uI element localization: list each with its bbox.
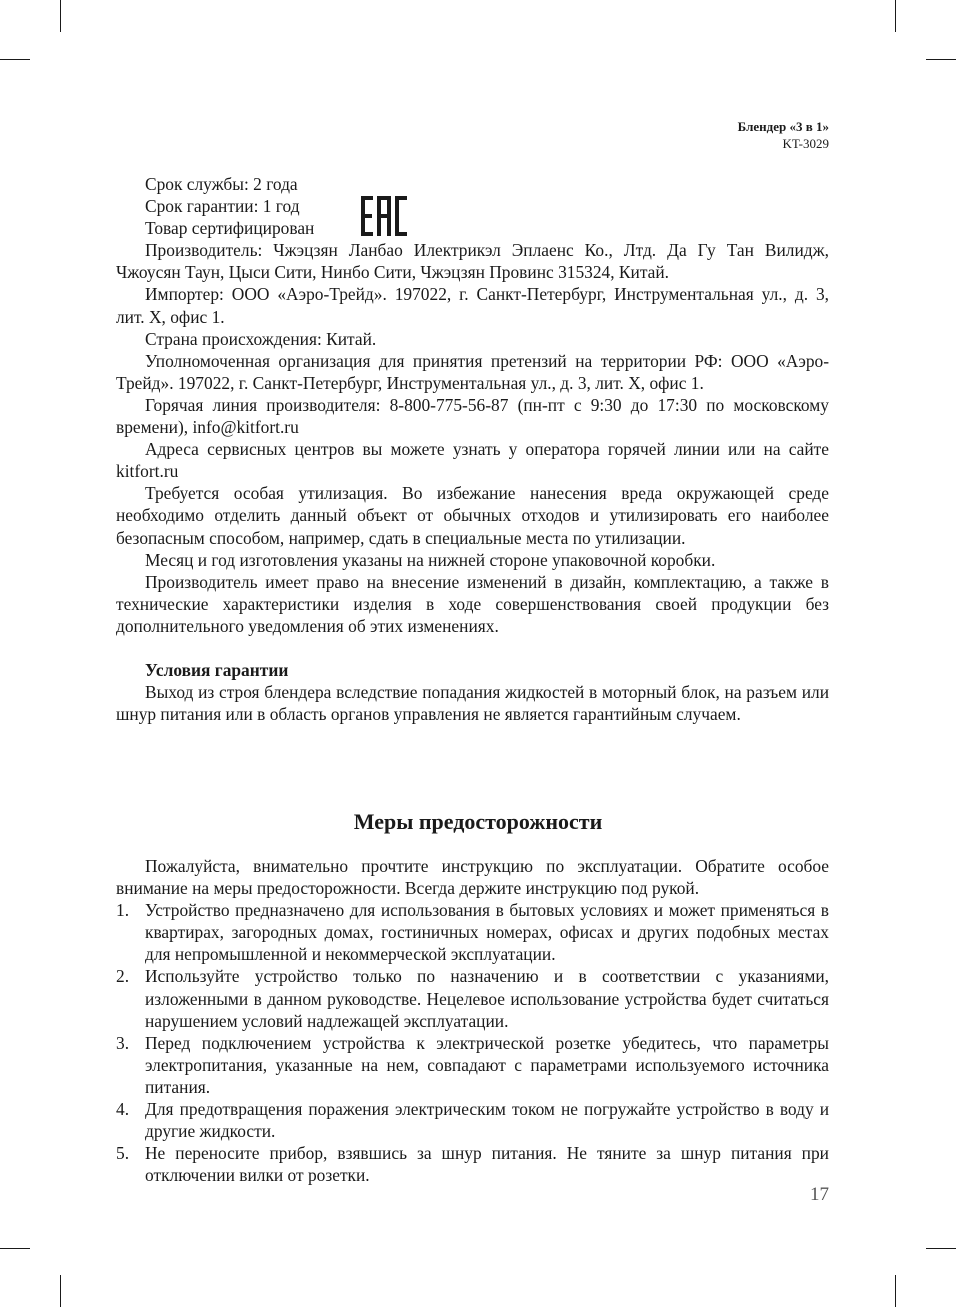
authorized-organization: Уполномоченная организация для принятия претензий на территории РФ: ООО «Аэро-Трейд». 197022, г. Санкт-Петербург, Инструментальная ул., д. 3, лит. Х, офис 1. (116, 350, 829, 393)
header-model: KT-3029 (782, 136, 829, 151)
list-item-number: 4. (116, 1099, 130, 1120)
design-changes: Производитель имеет право на внесение изменений в дизайн, комплектацию, а также в технические характеристики изделия в ходе совершенствования своей продукции без дополнительного уведомления об этих изменениях. (116, 571, 829, 636)
list-item-text: Используйте устройство только по назначению и в соответствии с указаниями, изложенными в данном руководстве. Нецелевое использование устройства будет считаться нарушением условий надлежащей эксплуатации. (145, 966, 829, 1031)
crop-mark-top-right (895, 0, 896, 32)
service-life: Срок службы: 2 года (145, 174, 298, 194)
crop-mark-right-bottom (926, 1248, 956, 1249)
crop-mark-left-bottom (0, 1248, 30, 1249)
list-item (116, 899, 829, 965)
list-item (116, 1032, 829, 1098)
crop-mark-left-top (0, 59, 30, 60)
hotline: Горячая линия производителя: 8-800-775-56-87 (пн-пт с 9:30 до 17:30 по московскому времени), info@kitfort.ru (116, 394, 829, 438)
warranty-text: Выход из строя блендера вследствие попадания жидкостей в моторный блок, на разъем или шнур питания или в область органов управления не является гарантийным случаем. (116, 682, 829, 725)
certified-statement: Товар сертифицирован (145, 218, 315, 239)
section-title-precautions: Меры предосторожности (353, 809, 603, 834)
list-item-number: 2. (116, 966, 130, 987)
list-item-number: 1. (116, 900, 130, 921)
list-item (116, 965, 829, 1031)
crop-mark-bottom-right (895, 1275, 896, 1307)
crop-mark-right-top (926, 59, 956, 60)
page-number: 17 (810, 1184, 829, 1205)
manufacturer: Производитель: Чжэцзян Ланбао Илектрикэл Эплаенс Ко., Лтд. Да Гу Тан Вилидж, Чжоусян Таун, Цыси Сити, Нинбо Сити, Чжэцзян Провинс 315324, Китай. (116, 240, 829, 283)
crop-mark-top-left (60, 0, 61, 32)
manufacture-date: Месяц и год изготовления указаны на нижней стороне упаковочной коробки. (145, 549, 716, 570)
list-item-number: 3. (116, 1032, 130, 1053)
product-info-block (116, 173, 829, 725)
list-item-text: Устройство предназначено для использования в бытовых условиях и может применяться в квартирах, загородных домах, гостиничных номерах, офисах и других подобных местах для непромышленной и некоммерческой эксплуатации. (145, 900, 829, 965)
precautions-block (116, 855, 829, 1186)
list-item-text: Не переносите прибор, взявшись за шнур питания. Не тяните за шнур питания при отключении вилки от розетки. (145, 1143, 829, 1186)
precautions-intro: Пожалуйста, внимательно прочтите инструкцию по эксплуатации. Обратите особое внимание на меры предосторожности. Всегда держите инструкцию под рукой. (116, 856, 829, 899)
list-item-number: 5. (116, 1143, 130, 1164)
running-header (738, 118, 829, 152)
warranty-title: Условия гарантии (145, 659, 289, 680)
country-of-origin: Страна происхождения: Китай. (145, 328, 377, 349)
importer: Импортер: ООО «Аэро-Трейд». 197022, г. Санкт-Петербург, Инструментальная ул., д. 3, лит. Х, офис 1. (116, 284, 829, 327)
list-item (116, 1098, 829, 1142)
header-product-name: Блендер «3 в 1» (737, 119, 829, 134)
service-centers: Адреса сервисных центров вы можете узнать у оператора горячей линии или на сайте kitfort.ru (116, 439, 829, 482)
precautions-list (116, 899, 829, 1186)
crop-mark-bottom-left (60, 1275, 61, 1307)
disposal: Требуется особая утилизация. Во избежание нанесения вреда окружающей среде необходимо отделить данный объект от обычных отходов и утилизировать его наиболее безопасным способом, например, сдать в специальные места по утилизации. (116, 483, 829, 548)
list-item (116, 1142, 829, 1186)
warranty-period: Срок гарантии: 1 год (145, 196, 300, 217)
list-item-text: Для предотвращения поражения электрическим током не погружайте устройство в воду и другие жидкости. (145, 1099, 829, 1142)
list-item-text: Перед подключением устройства к электрической розетке убедитесь, что параметры электропитания, указанные на нем, совпадают с параметрами используемого источника питания. (145, 1032, 829, 1097)
